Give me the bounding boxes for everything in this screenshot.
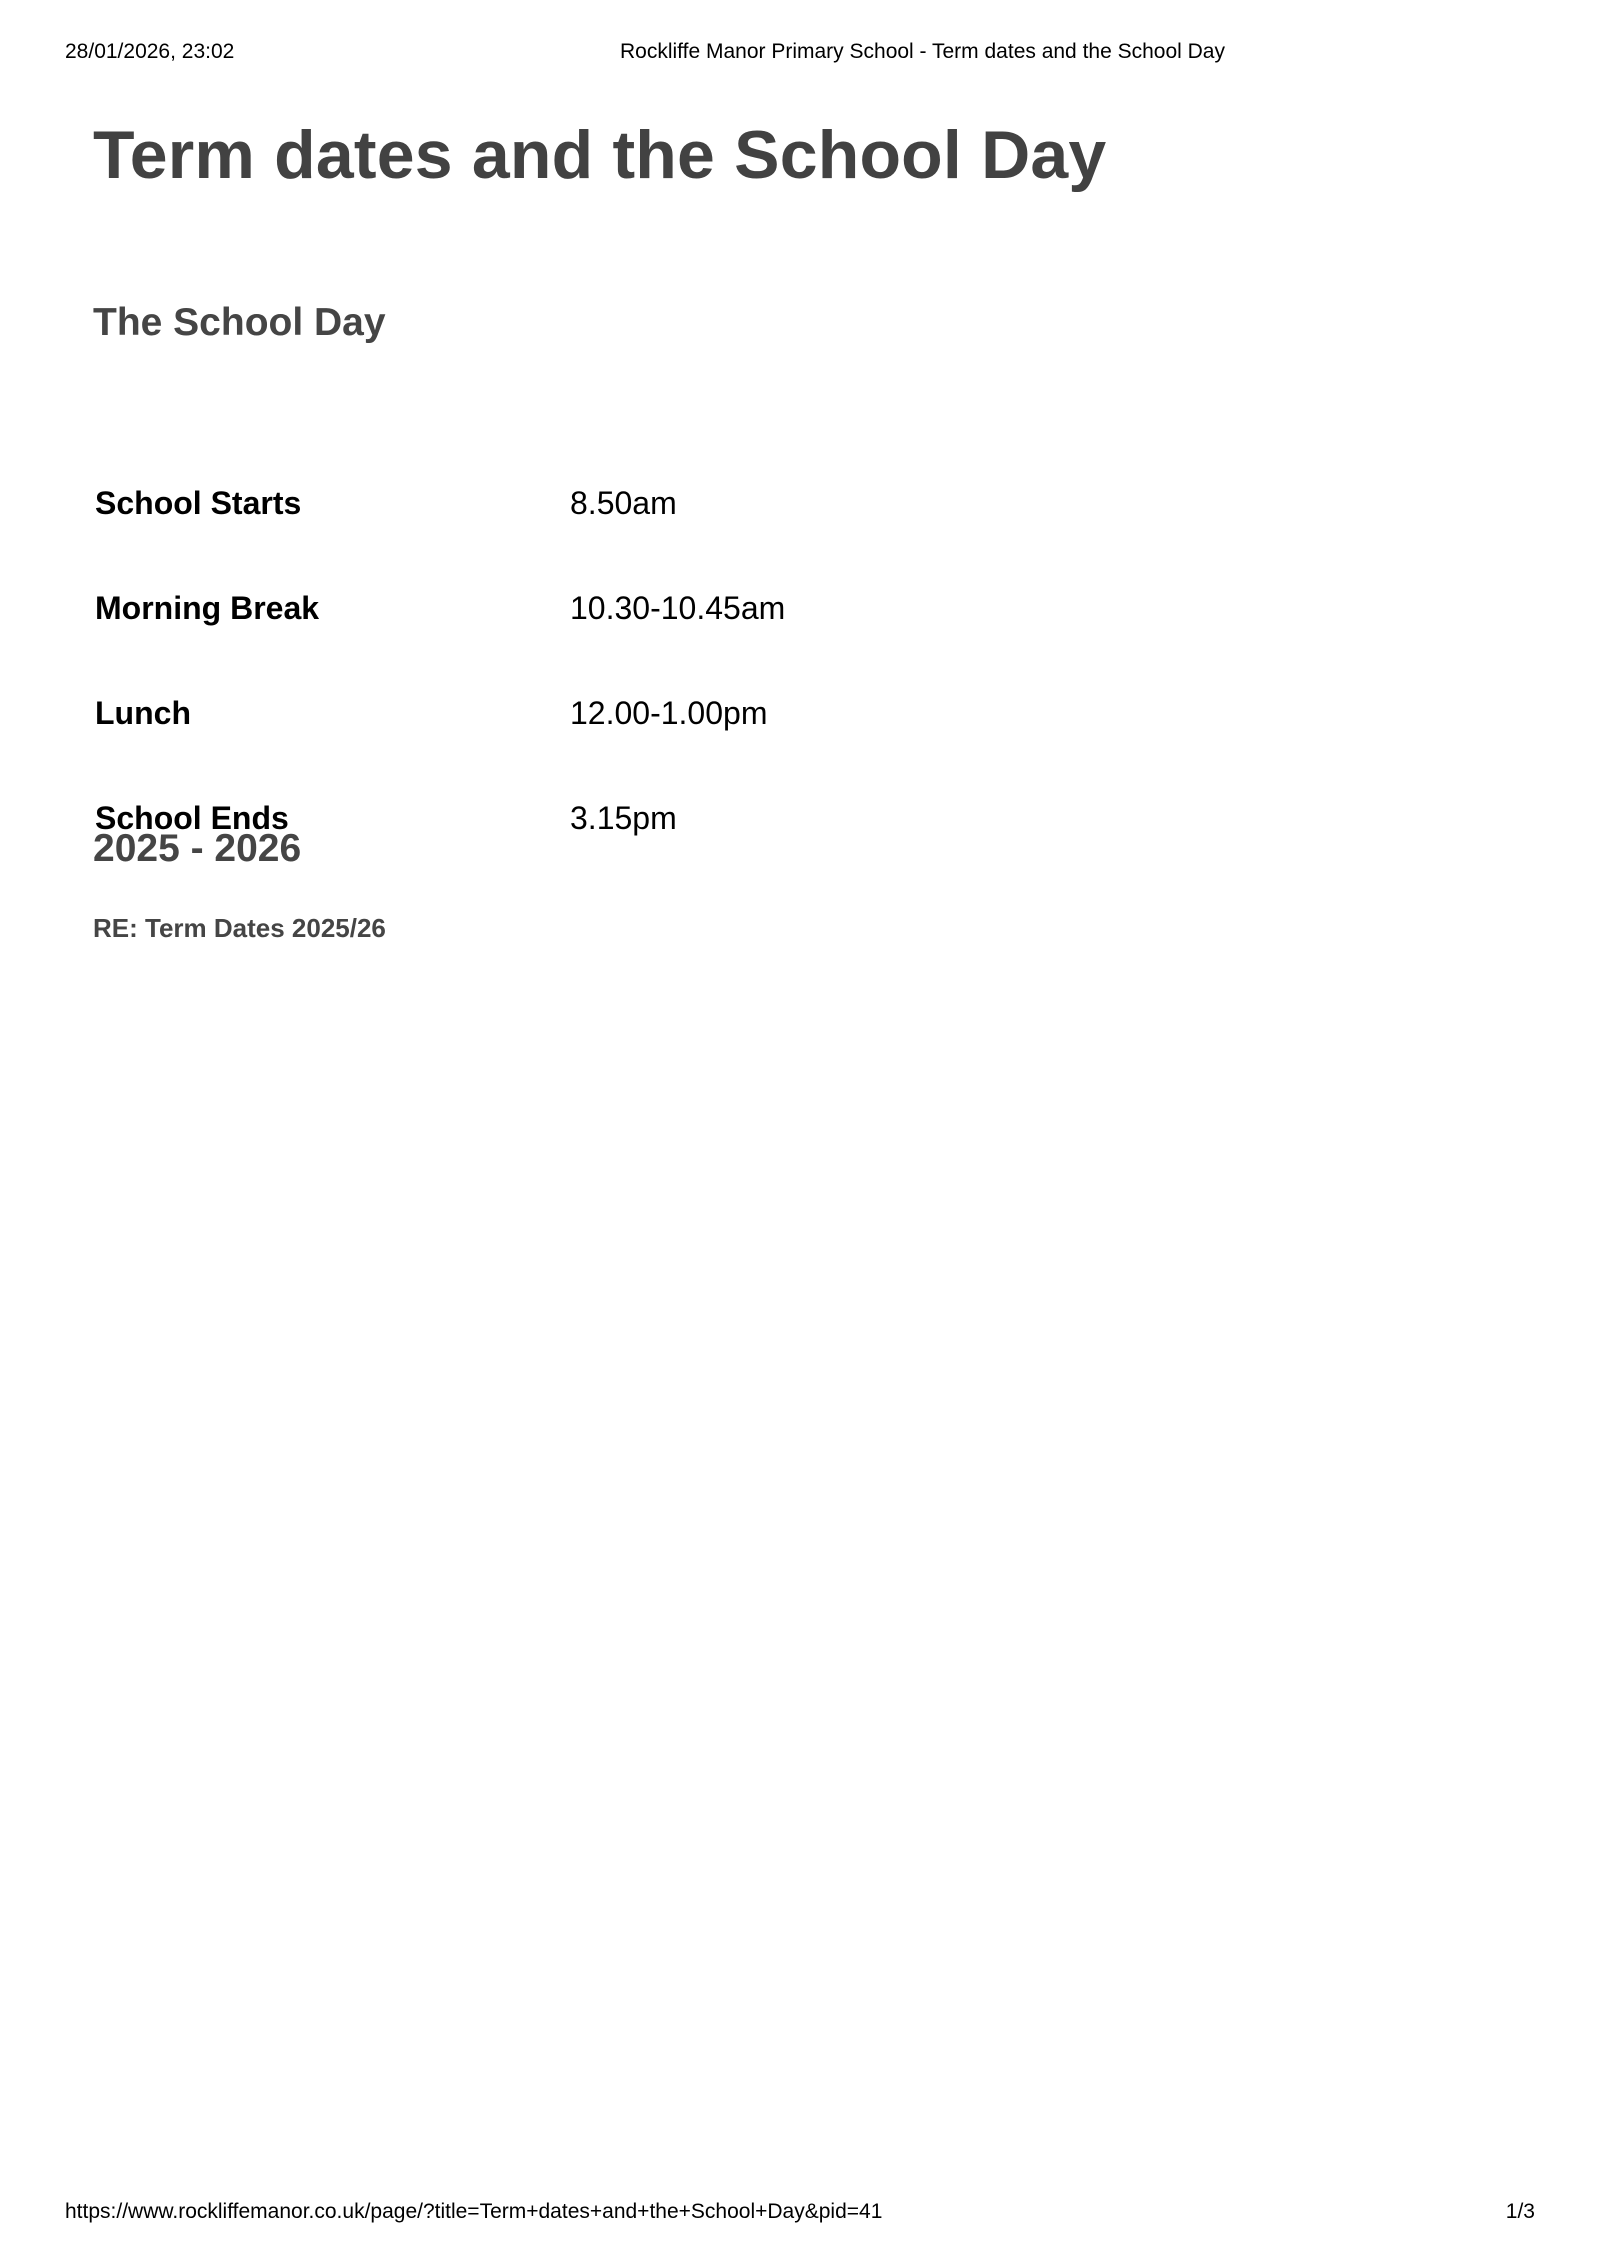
row-label: Lunch [95, 695, 191, 731]
row-label: Morning Break [95, 590, 320, 626]
row-value: 10.30-10.45am [570, 590, 786, 626]
table-row [95, 483, 785, 588]
row-value: 3.15pm [570, 800, 677, 836]
table-row [95, 693, 785, 798]
year-heading: 2025 - 2026 [93, 827, 302, 870]
main-content [93, 110, 1393, 943]
school-day-heading: The School Day [93, 301, 386, 344]
page-title: Term dates and the School Day [93, 117, 1107, 193]
row-value: 12.00-1.00pm [570, 695, 768, 731]
print-document-title: Rockliffe Manor Primary School - Term dates and the School Day [620, 40, 1225, 63]
print-header [65, 40, 1535, 70]
page-number: 1/3 [1505, 2200, 1535, 2223]
row-label: School Ends [95, 800, 289, 836]
page-url: https://www.rockliffemanor.co.uk/page/?title=Term+dates+and+the+School+Day&pid=41 [65, 2200, 883, 2223]
table-row [95, 588, 785, 693]
row-label: School Starts [95, 485, 302, 521]
term-dates-subheading: RE: Term Dates 2025/26 [93, 913, 386, 943]
row-value: 8.50am [570, 485, 677, 521]
print-datetime: 28/01/2026, 23:02 [65, 40, 235, 63]
